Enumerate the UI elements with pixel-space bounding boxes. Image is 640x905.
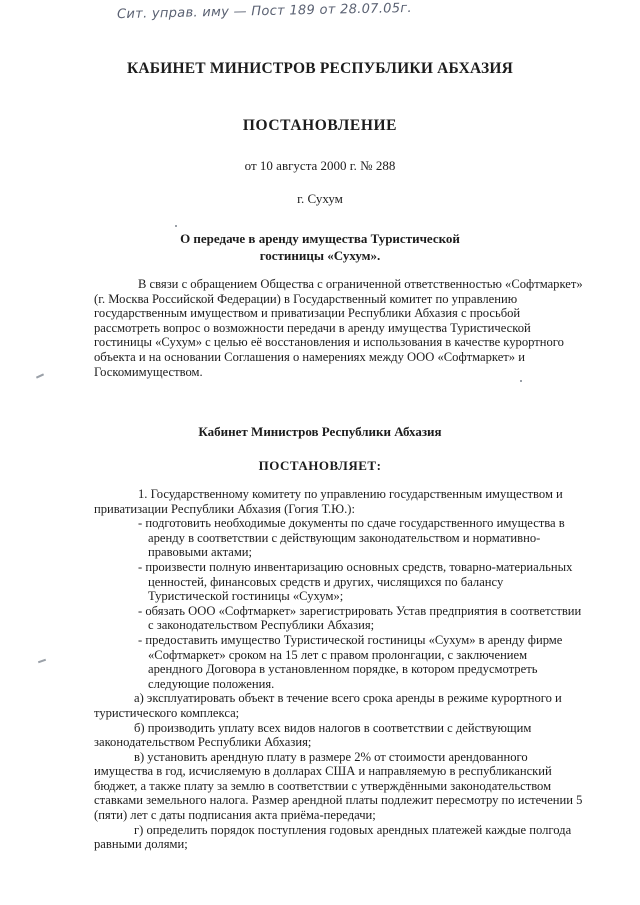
section-line: имущества в год, исчисляемую в долларах США и направляемую в республиканский bbox=[94, 764, 552, 779]
section-line: туристического комплекса; bbox=[94, 705, 240, 720]
section-line: правовыми актами; bbox=[148, 545, 253, 560]
section-line: 1. Государственному комитету по управлению государственным имуществом и bbox=[138, 487, 563, 501]
preamble-line: (г. Москва Российской Федерации) в Государственный комитет по управлению bbox=[94, 291, 518, 306]
cabinet-line: Кабинет Министров Республики Абхазия bbox=[198, 424, 442, 439]
section-line: - произвести полную инвентаризацию основных средств, товарно-материальных bbox=[138, 559, 573, 574]
section-line: бюджет, а также плату за землю в соответствии с утверждёнными законодательством bbox=[94, 778, 552, 793]
subject-line-2: гостиницы «Сухум». bbox=[259, 248, 381, 263]
section-line: законодательством Республики Абхазия; bbox=[94, 735, 312, 750]
section-line: арендного Договора в установленном порядке, в котором предусмотреть bbox=[148, 662, 538, 677]
section-line: (пяти) лет с даты подписания акта приёма-передачи; bbox=[94, 808, 376, 823]
resolution-section-1 bbox=[94, 487, 598, 852]
section-line: Туристической гостиницы «Сухум»; bbox=[148, 589, 344, 604]
section-line: с законодательством Республики Абхазия; bbox=[148, 618, 375, 633]
resolves-heading: ПОСТАНОВЛЯЕТ: bbox=[258, 458, 382, 473]
section-line: б) производить уплату всех видов налогов в соответствии с действующим bbox=[134, 720, 532, 735]
section-line: ставками земельного налога. Размер арендной платы подлежит пересмотру по истечении 5 bbox=[94, 793, 583, 808]
section-line: в) установить арендную плату в размере 2% от стоимости арендованного bbox=[134, 749, 528, 764]
subject-heading bbox=[0, 230, 640, 264]
preamble-paragraph bbox=[94, 277, 598, 379]
section-line: - обязать ООО «Софтмаркет» зарегистрировать Устав предприятия в соответствии bbox=[138, 603, 582, 618]
section-line: «Софтмаркет» сроком на 15 лет с правом пролонгации, с заключением bbox=[148, 647, 528, 662]
date-number-line: от 10 августа 2000 г. № 288 bbox=[244, 158, 396, 173]
section-line: ценностей, финансовых средств и других, числящихся по балансу bbox=[148, 574, 504, 589]
issuer-title: КАБИНЕТ МИНИСТРОВ РЕСПУБЛИКИ АБХАЗИЯ bbox=[126, 60, 514, 77]
section-line: - предоставить имущество Туристической гостиницы «Сухум» в аренду фирме bbox=[138, 632, 563, 647]
subject-line-1: О передаче в аренду имущества Туристической bbox=[180, 231, 460, 246]
preamble-line: гостиницы «Сухум» с целью её восстановления и использования в качестве курортного bbox=[94, 335, 564, 350]
preamble-line: Госкомимуществом. bbox=[94, 364, 203, 379]
preamble-line: В связи с обращением Общества с ограниченной ответственностью «Софтмаркет» bbox=[138, 277, 583, 291]
section-line: - подготовить необходимые документы по сдаче государственного имущества в bbox=[138, 516, 565, 531]
section-line: равными долями; bbox=[94, 837, 188, 852]
preamble-line: государственным имуществом и приватизации Республики Абхазия с просьбой bbox=[94, 306, 521, 321]
section-line: приватизации Республики Абхазия (Гогия Т.Ю.): bbox=[94, 501, 355, 516]
document-type: ПОСТАНОВЛЕНИЕ bbox=[242, 117, 398, 134]
section-line: а) эксплуатировать объект в течение всего срока аренды в режиме курортного и bbox=[134, 691, 562, 706]
section-line: г) определить порядок поступления годовых арендных платежей каждые полгода bbox=[134, 822, 572, 837]
preamble-line: рассмотреть вопрос о возможности передачи в аренду имущества Туристической bbox=[94, 320, 531, 335]
section-line: аренду в соответствии с действующим законодательством и нормативно- bbox=[148, 530, 541, 545]
city-line: г. Сухум bbox=[297, 191, 343, 206]
section-line: следующие положения. bbox=[148, 676, 275, 691]
preamble-line: объекта и на основании Соглашения о намерениях между ООО «Софтмаркет» и bbox=[94, 349, 525, 364]
handwritten-note: Сит. управ. иму — Пост 189 от 28.07.05г. bbox=[116, 0, 413, 23]
